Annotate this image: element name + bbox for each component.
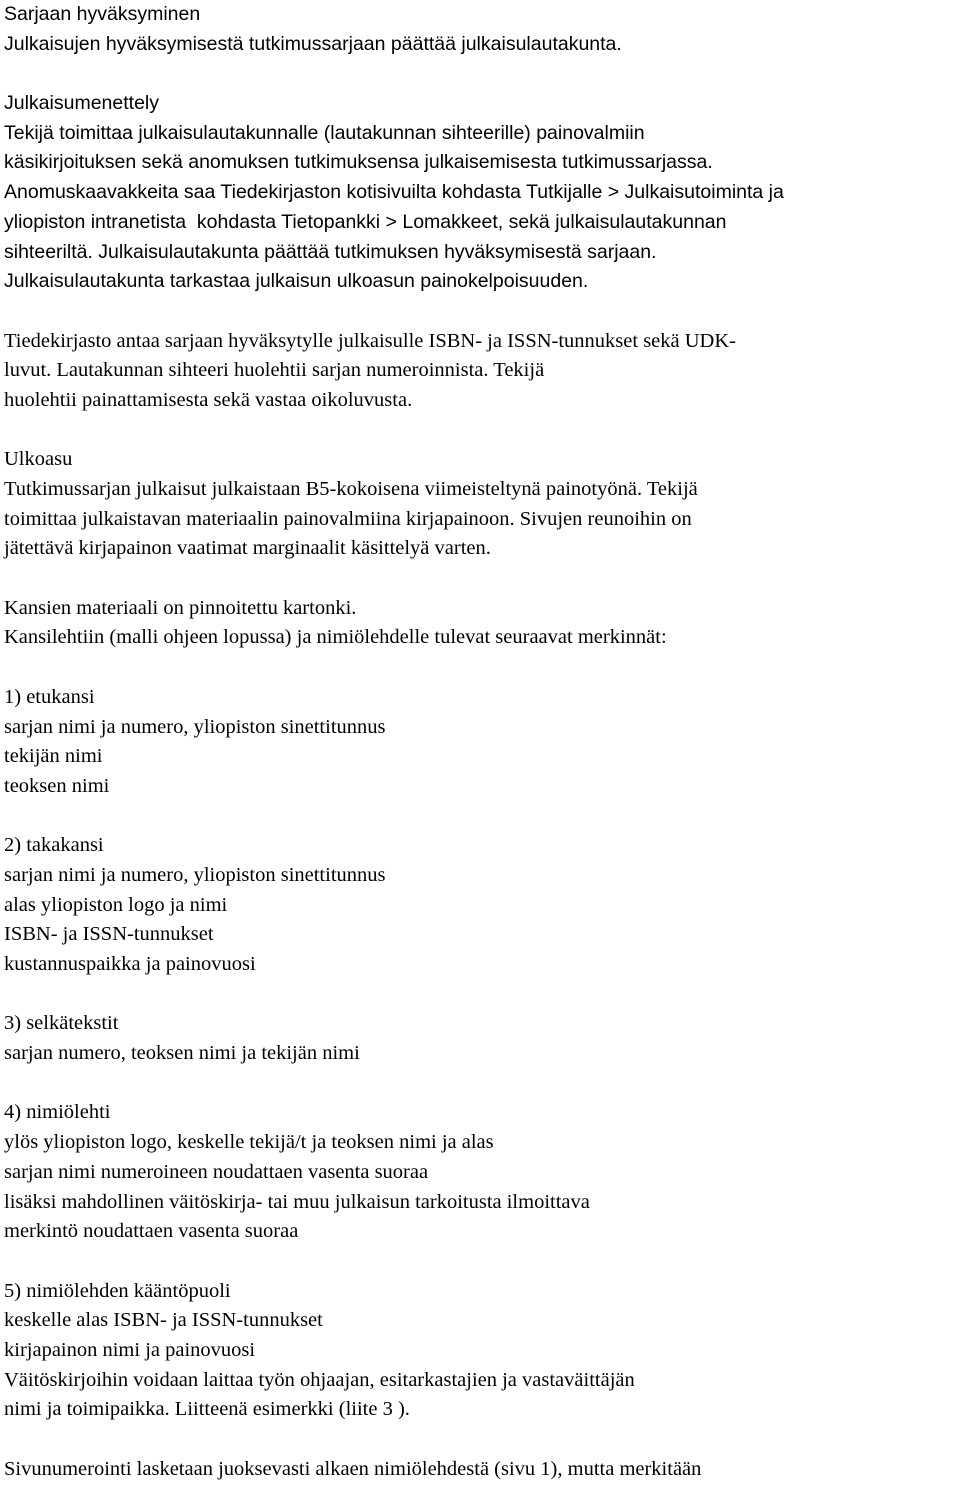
text-line: toimittaa julkaistavan materiaalin painovalmiina kirjapainoon. Sivujen reunoihin on [4,507,692,530]
section-etukansi [4,683,956,802]
section-nimiolehden-kaantopuoli [4,1277,956,1425]
section-selkatekstit [4,1009,956,1068]
document-page [4,0,956,1484]
section-takakansi [4,831,956,979]
text-line: Sivunumerointi lasketaan juoksevasti alkaen nimiölehdestä (sivu 1), mutta merkitään [4,1457,702,1480]
text-line: merkintö noudattaen vasenta suoraa [4,1220,299,1243]
paragraph-gap [4,564,956,594]
text-line: Sarjaan hyväksyminen [4,3,201,25]
section-tiedekirjasto [4,327,956,416]
text-line: sarjan nimi numeroineen noudattaen vasenta suoraa [4,1160,429,1183]
section-sivunumerointi [4,1455,956,1485]
text-line: 4) nimiölehti [4,1101,111,1124]
text-line: Kansilehtiin (malli ohjeen lopussa) ja nimiölehdelle tulevat seuraavat merkinnät: [4,626,667,649]
paragraph-gap [4,802,956,832]
text-line: sihteeriltä. Julkaisulautakunta päättää tutkimuksen hyväksymisestä sarjaan. [4,240,657,263]
text-line: kirjapainon nimi ja painovuosi [4,1338,256,1361]
text-line: 1) etukansi [4,685,95,708]
paragraph-gap [4,1247,956,1277]
text-line: käsikirjoituksen sekä anomuksen tutkimuksensa julkaisemisesta tutkimussarjassa. [4,151,713,174]
text-line: 3) selkätekstit [4,1012,119,1035]
text-line: huolehtii painattamisesta sekä vastaa oikoluvusta. [4,388,413,411]
section-julkaisumenettely [4,89,956,297]
text-line: Tiedekirjasto antaa sarjaan hyväksytylle julkaisulle ISBN- ja ISSN-tunnukset sekä UDK- [4,329,736,352]
text-line: Julkaisulautakunta tarkastaa julkaisun ulkoasun painokelpoisuuden. [4,270,589,293]
text-line: keskelle alas ISBN- ja ISSN-tunnukset [4,1309,323,1332]
text-line: alas yliopiston logo ja nimi [4,893,228,916]
section-ulkoasu [4,445,956,564]
paragraph-gap [4,297,956,327]
paragraph-gap [4,1425,956,1455]
text-line: yliopiston intranetista kohdasta Tietopankki > Lomakkeet, sekä julkaisulautakunnan [4,210,727,233]
text-line: Kansien materiaali on pinnoitettu kartonki. [4,596,357,619]
text-line: Väitöskirjoihin voidaan laittaa työn ohjaajan, esitarkastajien ja vastaväittäjän [4,1368,635,1391]
text-line: ISBN- ja ISSN-tunnukset [4,923,214,946]
text-line: nimi ja toimipaikka. Liitteenä esimerkki (liite 3 ). [4,1398,410,1421]
paragraph-gap [4,980,956,1010]
text-line: Tutkimussarjan julkaisut julkaistaan B5-kokoisena viimeisteltynä painotyönä. Tekijä [4,478,698,500]
text-line: ylös yliopiston logo, keskelle tekijä/t ja teoksen nimi ja alas [4,1131,494,1154]
text-line: teoksen nimi [4,774,110,797]
text-line: luvut. Lautakunnan sihteeri huolehtii sarjan numeroinnista. Tekijä [4,359,545,382]
text-line: Anomuskaavakkeita saa Tiedekirjaston kotisivuilta kohdasta Tutkijalle > Julkaisutoiminta ja [4,181,784,204]
text-line: 5) nimiölehden kääntöpuoli [4,1279,231,1302]
section-nimiolehti [4,1098,956,1246]
text-line: lisäksi mahdollinen väitöskirja- tai muu julkaisun tarkoitusta ilmoittava [4,1190,590,1213]
text-line: Ulkoasu [4,448,73,471]
text-line: Julkaisumenettely [4,92,159,115]
text-line: 2) takakansi [4,834,104,857]
paragraph-gap [4,1069,956,1099]
text-line: Tekijä toimittaa julkaisulautakunnalle (lautakunnan sihteerille) painovalmiin [4,121,645,144]
text-line: jätettävä kirjapainon vaatimat marginaalit käsittelyä varten. [4,537,491,560]
paragraph-gap [4,59,956,89]
paragraph-gap [4,653,956,683]
text-line: kustannuspaikka ja painovuosi [4,953,256,975]
text-line: tekijän nimi [4,745,103,768]
text-line: sarjan numero, teoksen nimi ja tekijän nimi [4,1042,360,1065]
paragraph-gap [4,416,956,446]
text-line: Julkaisujen hyväksymisestä tutkimussarjaan päättää julkaisulautakunta. [4,32,622,55]
text-line: sarjan nimi ja numero, yliopiston sinettitunnus [4,715,386,738]
section-sarjaan-hyvaksyminen [4,0,956,59]
text-line: sarjan nimi ja numero, yliopiston sinettitunnus [4,863,386,886]
section-kansien-materiaali [4,594,956,653]
